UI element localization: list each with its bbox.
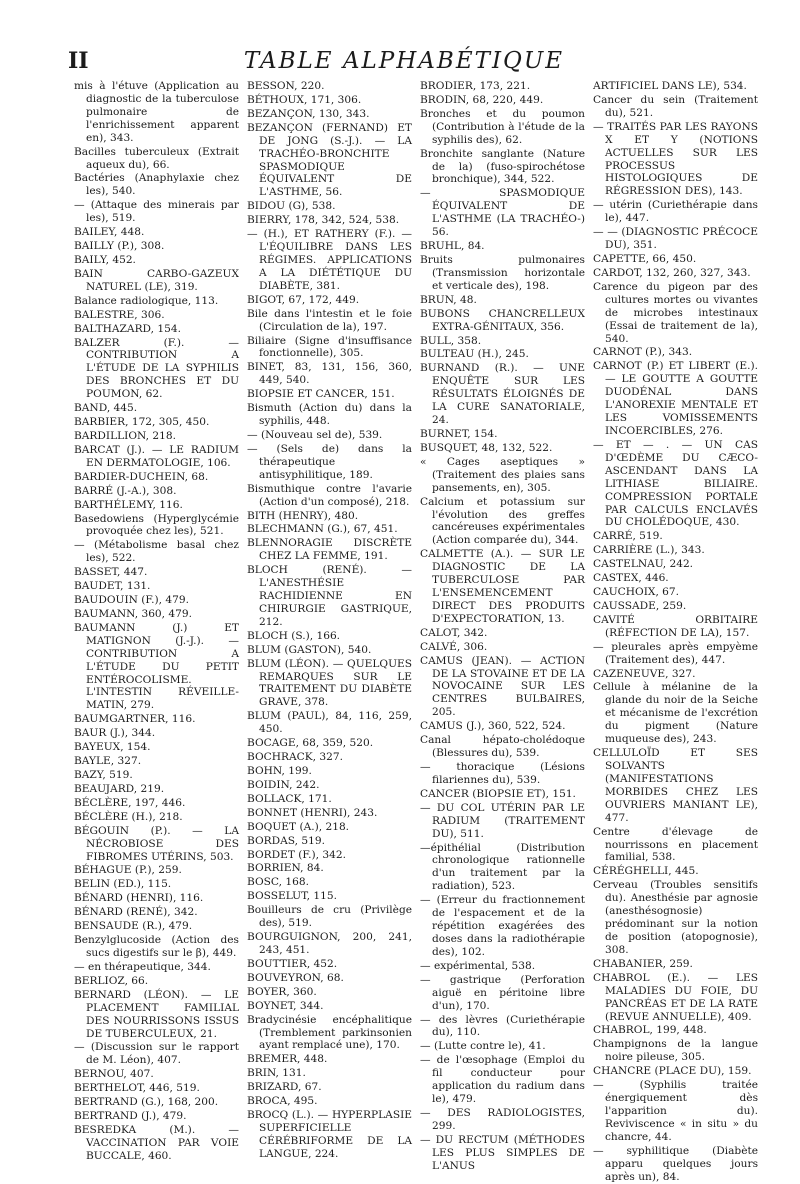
index-entry: BLENNORAGIE DISCRÈTE CHEZ LA FEMME, 191. (247, 537, 412, 563)
index-entry: BERNOU, 407. (74, 1068, 154, 1081)
index-entry: BUBONS CHANCRELLEUX EXTRA-GÉNITAUX, 356. (420, 307, 585, 333)
index-entry: BLECHMANN (G.), 67, 451. (247, 523, 398, 536)
index-entry: — utérin (Curiethérapie dans le), 447. (593, 199, 758, 225)
index-entry: CHABROL, 199, 448. (593, 1024, 707, 1037)
index-entry: — (Nouveau sel de), 539. (247, 428, 383, 441)
index-entry: — pleurales après empyème (Traitement des), 447. (593, 640, 758, 666)
index-entry: BOUVEYRON, 68. (247, 971, 344, 984)
index-entry: CHABANIER, 259. (593, 957, 693, 970)
index-column-3 (420, 80, 585, 1172)
index-entry: CAUCHOIX, 67. (593, 586, 680, 599)
index-entry: BENSAUDE (R.), 479. (74, 920, 193, 933)
index-entry: Biliaire (Signe d'insuffisance fonctionnelle), 305. (247, 334, 412, 360)
index-entry: BAILLY (P.), 308. (74, 240, 165, 253)
index-entry: BERNARD (LÉON). — LE PLACEMENT FAMILIAL DES NOURRISSONS ISSUS DE TUBERCULEUX, 21. (74, 988, 239, 1040)
index-column-2 (247, 80, 412, 1160)
index-entry: CALOT, 342. (420, 626, 488, 639)
page-number: II (68, 48, 89, 74)
index-entry: BAUDOUIN (F.), 479. (74, 594, 189, 607)
index-entry: BEZANÇON, 130, 343. (247, 107, 370, 120)
index-entry: — expérimental, 538. (420, 959, 536, 972)
index-entry: CASTEX, 446. (593, 572, 669, 585)
index-entry: CELLULOÏD ET SES SOLVANTS (MANIFESTATIONS MORBIDES CHEZ LES OUVRIERS MANIANT LE), 477. (593, 747, 758, 824)
index-entry: BULTEAU (H.), 245. (420, 348, 529, 361)
index-entry: BLOCH (S.), 166. (247, 629, 341, 642)
index-entry: CARDOT, 132, 260, 327, 343. (593, 266, 751, 279)
index-entry: Cancer du sein (Traitement du), 521. (593, 93, 758, 119)
index-entry: BOSSELUT, 115. (247, 890, 337, 903)
index-entry: — ET — . — UN CAS D'ŒDÈME DU CÆCO-ASCENDANT DANS LA LITHIASE BILIAIRE. COMPRESSION PORTALE PAR CALCULS ENCLAVÉS DU CHOLÉDOQUE, 430. (593, 438, 758, 529)
index-entry: CALVÉ, 306. (420, 640, 488, 653)
index-entry: BESSON, 220. (247, 80, 325, 92)
index-entry: CALMETTE (A.). — SUR LE DIAGNOSTIC DE LA TUBERCULOSE PAR L'ENSEMENCEMENT DIRECT DES PRODUITS D'EXPECTORATION, 13. (420, 548, 585, 625)
index-entry: BÉCLÈRE (H.), 218. (74, 810, 183, 823)
index-entry: BULL, 358. (420, 334, 482, 347)
index-entry: —épithélial (Distribution chronologique rationnelle d'un traitement par la radiation), 523. (420, 841, 585, 893)
index-entry: BRUN, 48. (420, 293, 477, 306)
page-title: TABLE ALPHABÉTIQUE (243, 48, 565, 74)
index-entry: BURNAND (R.). — UNE ENQUÊTE SUR LES RÉSULTATS ÉLOIGNÉS DE LA CURE SANATORIALE, 24. (420, 362, 585, 427)
index-entry: BALESTRE, 306. (74, 308, 165, 321)
index-entry: BAUDET, 131. (74, 580, 151, 593)
index-entry: BOCAGE, 68, 359, 520. (247, 737, 374, 750)
index-entry: BAUMANN (J.) ET MATIGNON (J.-J.). — CONTRIBUTION A L'ÉTUDE DU PETIT ENTÉROCOLISME. L'INTESTIN RÉVEILLE-MATIN, 279. (74, 621, 239, 712)
index-entry: BRIN, 131. (247, 1067, 306, 1080)
index-entry: BÉGOUIN (P.). — LA NÉCROBIOSE DES FIBROMES UTÉRINS, 503. (74, 824, 239, 863)
index-entry: Bradycinésie encéphalitique (Tremblement parkinsonien ayant remplacé une), 170. (247, 1013, 412, 1052)
index-entry: BOLLACK, 171. (247, 792, 332, 805)
index-entry: Bactéries (Anaphylaxie chez les), 540. (74, 172, 239, 198)
index-entry: Bronchite sanglante (Nature de la) (fuso-spirochétose bronchique), 344, 522. (420, 147, 585, 186)
index-entry: BARRÉ (J.-A.), 308. (74, 484, 177, 497)
index-entry: CARRIÈRE (L.), 343. (593, 544, 705, 557)
index-entry: — — (DIAGNOSTIC PRÉCOCE DU), 351. (593, 226, 758, 252)
index-entry: Cerveau (Troubles sensitifs du). Anesthésie par agnosie (anesthésognosie) prédominant sur la notion de position (atopognosie), 308. (593, 879, 758, 956)
index-entry: BÉTHOUX, 171, 306. (247, 93, 362, 106)
index-entry: Bismuthique contre l'avarie (Action d'un composé), 218. (247, 482, 412, 508)
index-entry: BÉCLÈRE, 197, 446. (74, 796, 186, 809)
index-entry: BIERRY, 178, 342, 524, 538. (247, 214, 400, 227)
index-entry: BIDOU (G), 538. (247, 200, 336, 213)
index-entry: BESREDKA (M.). — VACCINATION PAR VOIE BUCCALE, 460. (74, 1123, 239, 1162)
index-entry: BRIZARD, 67. (247, 1081, 322, 1094)
index-entry: BAYLE, 327. (74, 755, 142, 768)
index-entry: Bronches et du poumon (Contribution à l'étude de la syphilis des), 62. (420, 107, 585, 146)
index-entry: BOQUET (A.), 218. (247, 820, 350, 833)
index-entry: BIGOT, 67, 172, 449. (247, 293, 360, 306)
index-entry: BALTHAZARD, 154. (74, 322, 181, 335)
index-entry: — (Erreur du fractionnement de l'espacement et de la répétition exagérées des doses dans la radiothérapie des), 102. (420, 894, 585, 958)
index-entry: BORDET (F.), 342. (247, 848, 346, 861)
index-entry: BÉNARD (RENÉ), 342. (74, 906, 198, 919)
index-entry: BURNET, 154. (420, 427, 498, 440)
index-entry: — thoracique (Lésions filariennes du), 539. (420, 761, 585, 786)
index-entry: BAND, 445. (74, 402, 138, 415)
index-entry: BASSET, 447. (74, 566, 148, 579)
index-entry: BAILY, 452. (74, 253, 136, 266)
index-entry: BLOCH (RENÉ). — L'ANESTHÉSIE RACHIDIENNE EN CHIRURGIE GASTRIQUE, 212. (247, 564, 412, 628)
index-entry: CAMUS (J.), 360, 522, 524. (420, 720, 566, 733)
index-entry: BITH (HENRY), 480. (247, 509, 359, 522)
index-column-4 (593, 80, 758, 1183)
index-entry: — (Métabolisme basal chez les), 522. (74, 539, 239, 565)
index-entry: CAUSSADE, 259. (593, 599, 687, 612)
index-entry: BOHN, 199. (247, 765, 312, 778)
index-entry: CAVITÉ ORBITAIRE (RÉFECTION DE LA), 157. (593, 613, 758, 639)
index-entry: Bacilles tuberculeux (Extrait aqueux du), 66. (74, 145, 239, 171)
index-entry: BLUM (LÉON). — QUELQUES REMARQUES SUR LE TRAITEMENT DU DIABÈTE GRAVE, 378. (247, 657, 412, 709)
index-column-1 (74, 80, 239, 1162)
index-entry: BERTHELOT, 446, 519. (74, 1082, 200, 1095)
index-entry: — DU COL UTÉRIN PAR LE RADIUM (TRAITEMENT DU), 511. (420, 801, 585, 840)
index-entry: BOSC, 168. (247, 876, 309, 889)
index-entry: BAYEUX, 154. (74, 741, 151, 754)
index-entry: BARDIER-DUCHEIN, 68. (74, 470, 209, 483)
index-entry: BARCAT (J.). — LE RADIUM EN DERMATOLOGIE, 106. (74, 443, 239, 469)
index-entry: CAMUS (JEAN). — ACTION DE LA STOVAINE ET DE LA NOVOCAINE SUR LES CENTRES BULBAIRES, 205. (420, 654, 585, 719)
index-entry: BELIN (ED.), 115. (74, 878, 172, 891)
index-entry: — TRAITÉS PAR LES RAYONS X ET Y (NOTIONS ACTUELLES SUR LES PROCESSUS HISTOLOGIQUES DE RÉGRESSION DES), 143. (593, 120, 758, 198)
index-entry: BLUM (GASTON), 540. (247, 643, 372, 656)
page-header (68, 40, 740, 80)
index-entry: BAZY, 519. (74, 769, 133, 782)
index-entry: BONNET (HENRI), 243. (247, 806, 378, 819)
index-entry: Carence du pigeon par des cultures mortes ou vivantes de microbes intestinaux (Essai de traitement de la), 540. (593, 280, 758, 345)
index-entry: — de l'œsophage (Emploi du fil conducteur pour application du radium dans le), 479. (420, 1054, 585, 1106)
index-entry: mis à l'étuve (Application au diagnostic de la tuberculose pulmonaire de l'enrichissement apparent en), 343. (74, 80, 239, 144)
index-entry: BERTRAND (J.), 479. (74, 1110, 187, 1123)
index-entry: Bruits pulmonaires (Transmission horizontale et verticale des), 198. (420, 253, 585, 292)
index-entry: BARBIER, 172, 305, 450. (74, 416, 210, 429)
index-entry: — (Discussion sur le rapport de M. Léon), 407. (74, 1041, 239, 1067)
index-entry: — (H.), ET RATHERY (F.). — L'ÉQUILIBRE DANS LES RÉGIMES. APPLICATIONS A LA DIÉTÉTIQUE DU DIABÈTE, 381. (247, 228, 412, 292)
index-entry: BRODIN, 68, 220, 449. (420, 93, 544, 106)
index-entry: BAUMANN, 360, 479. (74, 607, 192, 620)
index-entry: — syphilitique (Diabète apparu quelques jours après un), 84. (593, 1144, 758, 1183)
index-entry: BAUMGARTNER, 116. (74, 713, 196, 726)
index-entry: — gastrique (Perforation aiguë en péritoine libre d'un), 170. (420, 973, 585, 1012)
index-entry: CAZENEUVE, 327. (593, 667, 696, 680)
index-entry: BAUR (J.), 344. (74, 727, 156, 740)
index-entry: BERTRAND (G.), 168, 200. (74, 1096, 219, 1109)
index-entry: BARTHÉLEMY, 116. (74, 498, 183, 511)
index-entry: — (Sels de) dans la thérapeutique antisyphilitique, 189. (247, 442, 412, 481)
index-entry: BREMER, 448. (247, 1053, 328, 1066)
index-entry: BÉHAGUE (P.), 259. (74, 864, 182, 877)
index-entry: BOURGUIGNON, 200, 241, 243, 451. (247, 931, 412, 956)
index-entry: BOYER, 360. (247, 985, 317, 998)
index-entry: Basedowiens (Hyperglycémie provoquée chez les), 521. (74, 512, 239, 538)
index-entry: — DU RECTUM (MÉTHODES LES PLUS SIMPLES DE L'ANUS (420, 1133, 585, 1172)
index-entry: BUSQUET, 48, 132, 522. (420, 441, 553, 454)
index-columns (74, 80, 758, 1183)
index-entry: BOUTTIER, 452. (247, 957, 338, 970)
index-entry: CARNOT (P.), 343. (593, 346, 693, 359)
index-entry: Bouilleurs de cru (Privilège des), 519. (247, 904, 412, 930)
index-entry: CASTELNAU, 242. (593, 558, 694, 571)
index-entry: Centre d'élevage de nourrissons en placement familial, 538. (593, 825, 758, 864)
index-entry: CARRÉ, 519. (593, 530, 663, 543)
index-entry: CÉRÉGHELLI, 445. (593, 865, 699, 878)
index-entry: BRUHL, 84. (420, 240, 485, 253)
index-entry: — des lèvres (Curiethérapie du), 110. (420, 1013, 585, 1039)
index-entry: BORDAS, 519. (247, 834, 325, 847)
index-entry: ARTIFICIEL DANS LE), 534. (593, 80, 747, 92)
index-entry: « Cages aseptiques » (Traitement des plaies sans pansements, en), 305. (420, 455, 585, 494)
index-entry: CAPETTE, 66, 450. (593, 252, 697, 265)
index-entry: Calcium et potassium sur l'évolution des greffes cancéreuses expérimentales (Action comparée du), 344. (420, 495, 585, 547)
index-entry: Bile dans l'intestin et le foie (Circulation de la), 197. (247, 307, 412, 333)
index-entry: BARDILLION, 218. (74, 429, 176, 442)
index-entry: — (Lutte contre le), 41. (420, 1040, 546, 1053)
index-entry: BALZER (F.). — CONTRIBUTION A L'ÉTUDE DE LA SYPHILIS DES BRONCHES ET DU POUMON, 62. (74, 336, 239, 401)
index-entry: BINET, 83, 131, 156, 360, 449, 540. (247, 361, 412, 387)
index-entry: Balance radiologique, 113. (74, 294, 219, 307)
index-entry: CANCER (BIOPSIE ET), 151. (420, 787, 576, 800)
index-entry: BIOPSIE ET CANCER, 151. (247, 388, 395, 401)
index-entry: BEAUJARD, 219. (74, 782, 165, 795)
index-entry: BROCA, 495. (247, 1095, 318, 1108)
index-entry: BAIN CARBO-GAZEUX NATUREL (LE), 319. (74, 267, 239, 293)
index-entry: — en thérapeutique, 344. (74, 960, 211, 973)
index-entry: Champignons de la langue noire pileuse, 305. (593, 1038, 758, 1064)
index-entry: BORRIEN, 84. (247, 862, 324, 875)
index-entry: BLUM (PAUL), 84, 116, 259, 450. (247, 710, 412, 736)
index-entry: CHABROL (E.). — LES MALADIES DU FOIE, DU PANCRÉAS ET DE LA RATE (REVUE ANNUELLE), 409. (593, 971, 758, 1023)
index-entry: BRODIER, 173, 221. (420, 80, 531, 92)
index-entry: CARNOT (P.) ET LIBERT (E.). — LE GOUTTE A GOUTTE DUODÉNAL DANS L'ANOREXIE MENTALE ET LES VOMISSEMENTS INCOERCIBLES, 276. (593, 360, 758, 437)
index-entry: BÉNARD (HENRI), 116. (74, 892, 204, 905)
index-entry: BAILEY, 448. (74, 226, 145, 239)
index-entry: BEZANÇON (FERNAND) ET DE JONG (S.-J.). — LA TRACHÉO-BRONCHITE SPASMODIQUE ÉQUIVALENT DE L'ASTHME, 56. (247, 121, 412, 199)
index-entry: — (Attaque des minerais par les), 519. (74, 199, 239, 225)
index-entry: — SPASMODIQUE ÉQUIVALENT DE L'ASTHME (LA TRACHÉO-) 56. (420, 187, 585, 239)
index-entry: Cellule à mélanine de la glande du noir de la Seiche et mécanisme de l'excrétion du pigment (Nature muqueuse des), 243. (593, 681, 758, 746)
index-entry: BOCHRACK, 327. (247, 751, 343, 764)
index-entry: — DES RADIOLOGISTES, 299. (420, 1106, 585, 1132)
index-entry: Bismuth (Action du) dans la syphilis, 448. (247, 402, 412, 428)
index-entry: CHANCRE (PLACE DU), 159. (593, 1065, 752, 1078)
index-entry: BOIDIN, 242. (247, 778, 320, 791)
index-entry: BERLIOZ, 66. (74, 974, 149, 987)
index-entry: Canal hépato-cholédoque (Blessures du), 539. (420, 734, 585, 760)
index-entry: BROCQ (L.). — HYPERPLASIE SUPERFICIELLE CÉRÉBRIFORME DE LA LANGUE, 224. (247, 1109, 412, 1160)
index-entry: — (Syphilis traitée énergiquement dès l'apparition du). Reviviscence « in situ » du chancre, 44. (593, 1079, 758, 1143)
index-entry: BOYNET, 344. (247, 999, 324, 1012)
index-entry: Benzylglucoside (Action des sucs digestifs sur le β), 449. (74, 934, 239, 959)
